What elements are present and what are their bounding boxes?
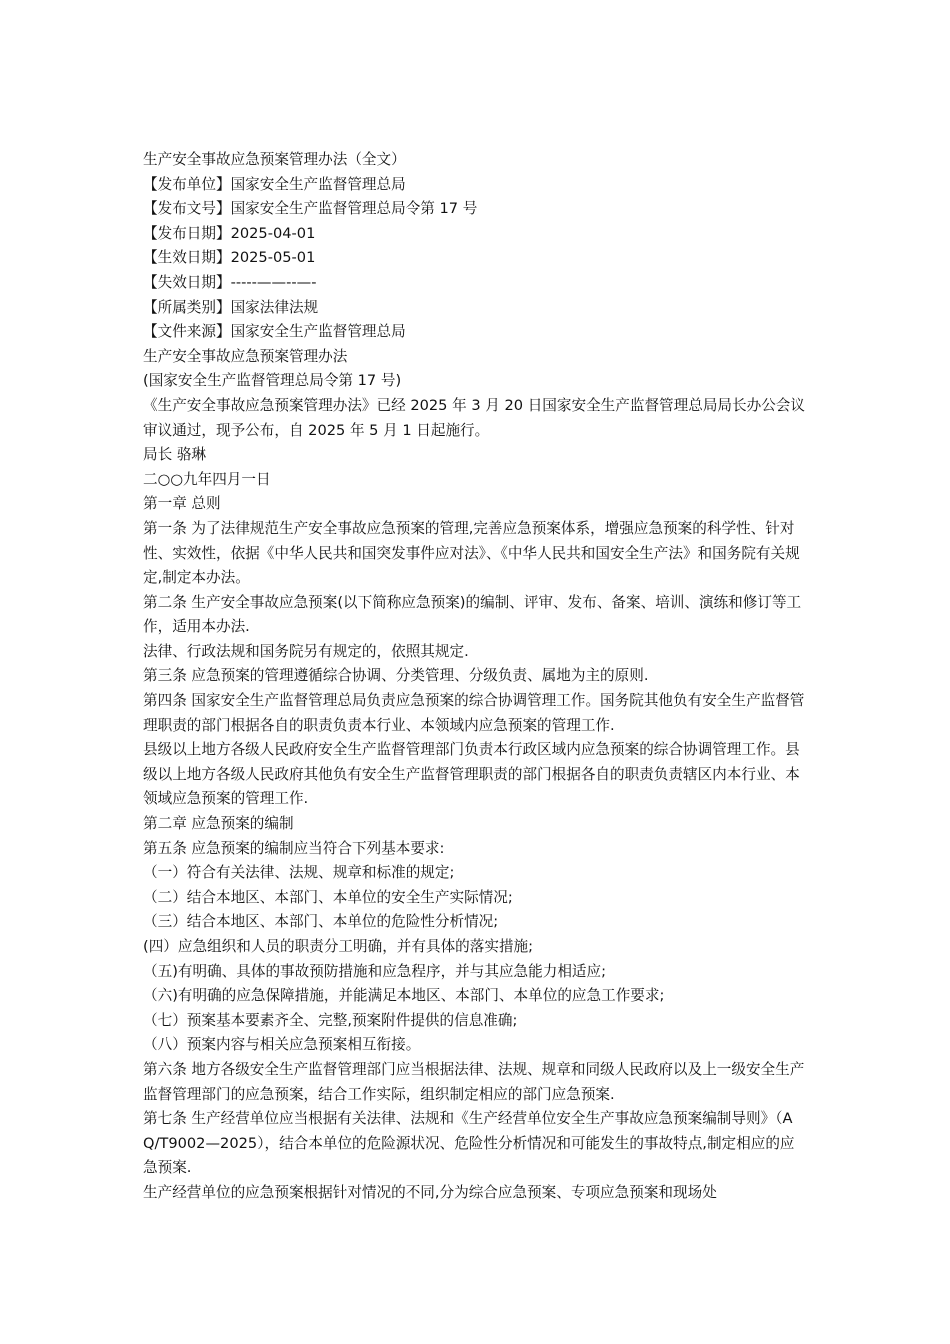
article-paragraph: 生产经营单位的应急预案根据针对情况的不同,分为综合应急预案、专项应急预案和现场处 bbox=[143, 1183, 717, 1201]
promulgation-paragraph: 《生产安全事故应急预案管理办法》已经 2025 年 3 月 20 日国家安全生产监督管理总局局长办公会议审议通过，现予公布，自 2025 年 5 月 1 日起施行。 bbox=[143, 396, 805, 439]
document-body bbox=[143, 148, 808, 1206]
list-item: （七）预案基本要素齐全、完整,预案附件提供的信息准确; bbox=[143, 1011, 518, 1029]
article-paragraph: 第一条 为了法律规范生产安全事故应急预案的管理,完善应急预案体系，增强应急预案的科学性、针对性、实效性，依据《中华人民共和国突发事件应对法》、《中华人民共和国安全生产法》和国务院有关规定,制定本办法。 bbox=[143, 519, 800, 587]
list-item: （二）结合本地区、本部门、本单位的安全生产实际情况; bbox=[143, 888, 513, 906]
article-paragraph: 第三条 应急预案的管理遵循综合协调、分类管理、分级负责、属地为主的原则. bbox=[143, 667, 649, 685]
law-order-number: (国家安全生产监督管理总局令第 17 号) bbox=[143, 372, 402, 390]
article-paragraph: 县级以上地方各级人民政府安全生产监督管理部门负责本行政区域内应急预案的综合协调管理工作。县级以上地方各级人民政府其他负有安全生产监督管理职责的部门根据各自的职责负责辖区内本行业、本领域应急预案的管理工作. bbox=[143, 741, 800, 808]
meta-expiry-date: 【失效日期】-----——--—- bbox=[143, 273, 317, 291]
article-paragraph: 第六条 地方各级安全生产监督管理部门应当根据法律、法规、规章和同级人民政府以及上一级安全生产监督管理部门的应急预案，结合工作实际，组织制定相应的部门应急预案. bbox=[143, 1060, 805, 1103]
meta-category: 【所属类别】国家法律法规 bbox=[143, 298, 319, 316]
article-paragraph: 第七条 生产经营单位应当根据有关法律、法规和《生产经营单位安全生产事故应急预案编制导则》（AQ/T9002—2025），结合本单位的危险源状况、危险性分析情况和可能发生的事故特点,制定相应的应急预案. bbox=[143, 1110, 795, 1177]
chapter-heading: 第一章 总则 bbox=[143, 495, 221, 513]
meta-effective-date: 【生效日期】2025-05-01 bbox=[143, 249, 316, 267]
list-item: (四）应急组织和人员的职责分工明确，并有具体的落实措施; bbox=[143, 938, 534, 955]
list-item: （三）结合本地区、本部门、本单位的危险性分析情况; bbox=[143, 913, 499, 931]
meta-source: 【文件来源】国家安全生产监督管理总局 bbox=[143, 323, 406, 341]
article-paragraph: 第五条 应急预案的编制应当符合下列基本要求: bbox=[143, 839, 445, 857]
list-item: （八）预案内容与相关应急预案相互衔接。 bbox=[143, 1036, 421, 1054]
chapter-heading: 第二章 应急预案的编制 bbox=[143, 815, 294, 833]
meta-document-number: 【发布文号】国家安全生产监督管理总局令第 17 号 bbox=[143, 200, 478, 218]
signing-date: 二○○九年四月一日 bbox=[143, 470, 271, 488]
document-title: 生产安全事故应急预案管理办法（全文） bbox=[143, 151, 406, 168]
meta-publisher: 【发布单位】国家安全生产监督管理总局 bbox=[143, 175, 406, 193]
list-item: （六)有明确的应急保障措施，并能满足本地区、本部门、本单位的应急工作要求; bbox=[143, 987, 665, 1005]
law-title: 生产安全事故应急预案管理办法 bbox=[143, 347, 348, 365]
article-paragraph: 第四条 国家安全生产监督管理总局负责应急预案的综合协调管理工作。国务院其他负有安全生产监督管理职责的部门根据各自的职责负责本行业、本领域内应急预案的管理工作. bbox=[143, 692, 805, 734]
article-paragraph: 第二条 生产安全事故应急预案(以下简称应急预案)的编制、评审、发布、备案、培训、演练和修订等工作，适用本办法. bbox=[143, 593, 802, 636]
list-item: （五)有明确、具体的事故预防措施和应急程序，并与其应急能力相适应; bbox=[143, 962, 607, 980]
list-item: （一）符合有关法律、法规、规章和标准的规定; bbox=[143, 864, 455, 882]
signatory: 局长 骆琳 bbox=[143, 446, 207, 464]
article-paragraph: 法律、行政法规和国务院另有规定的，依照其规定. bbox=[143, 642, 469, 660]
meta-publish-date: 【发布日期】2025-04-01 bbox=[143, 224, 316, 242]
